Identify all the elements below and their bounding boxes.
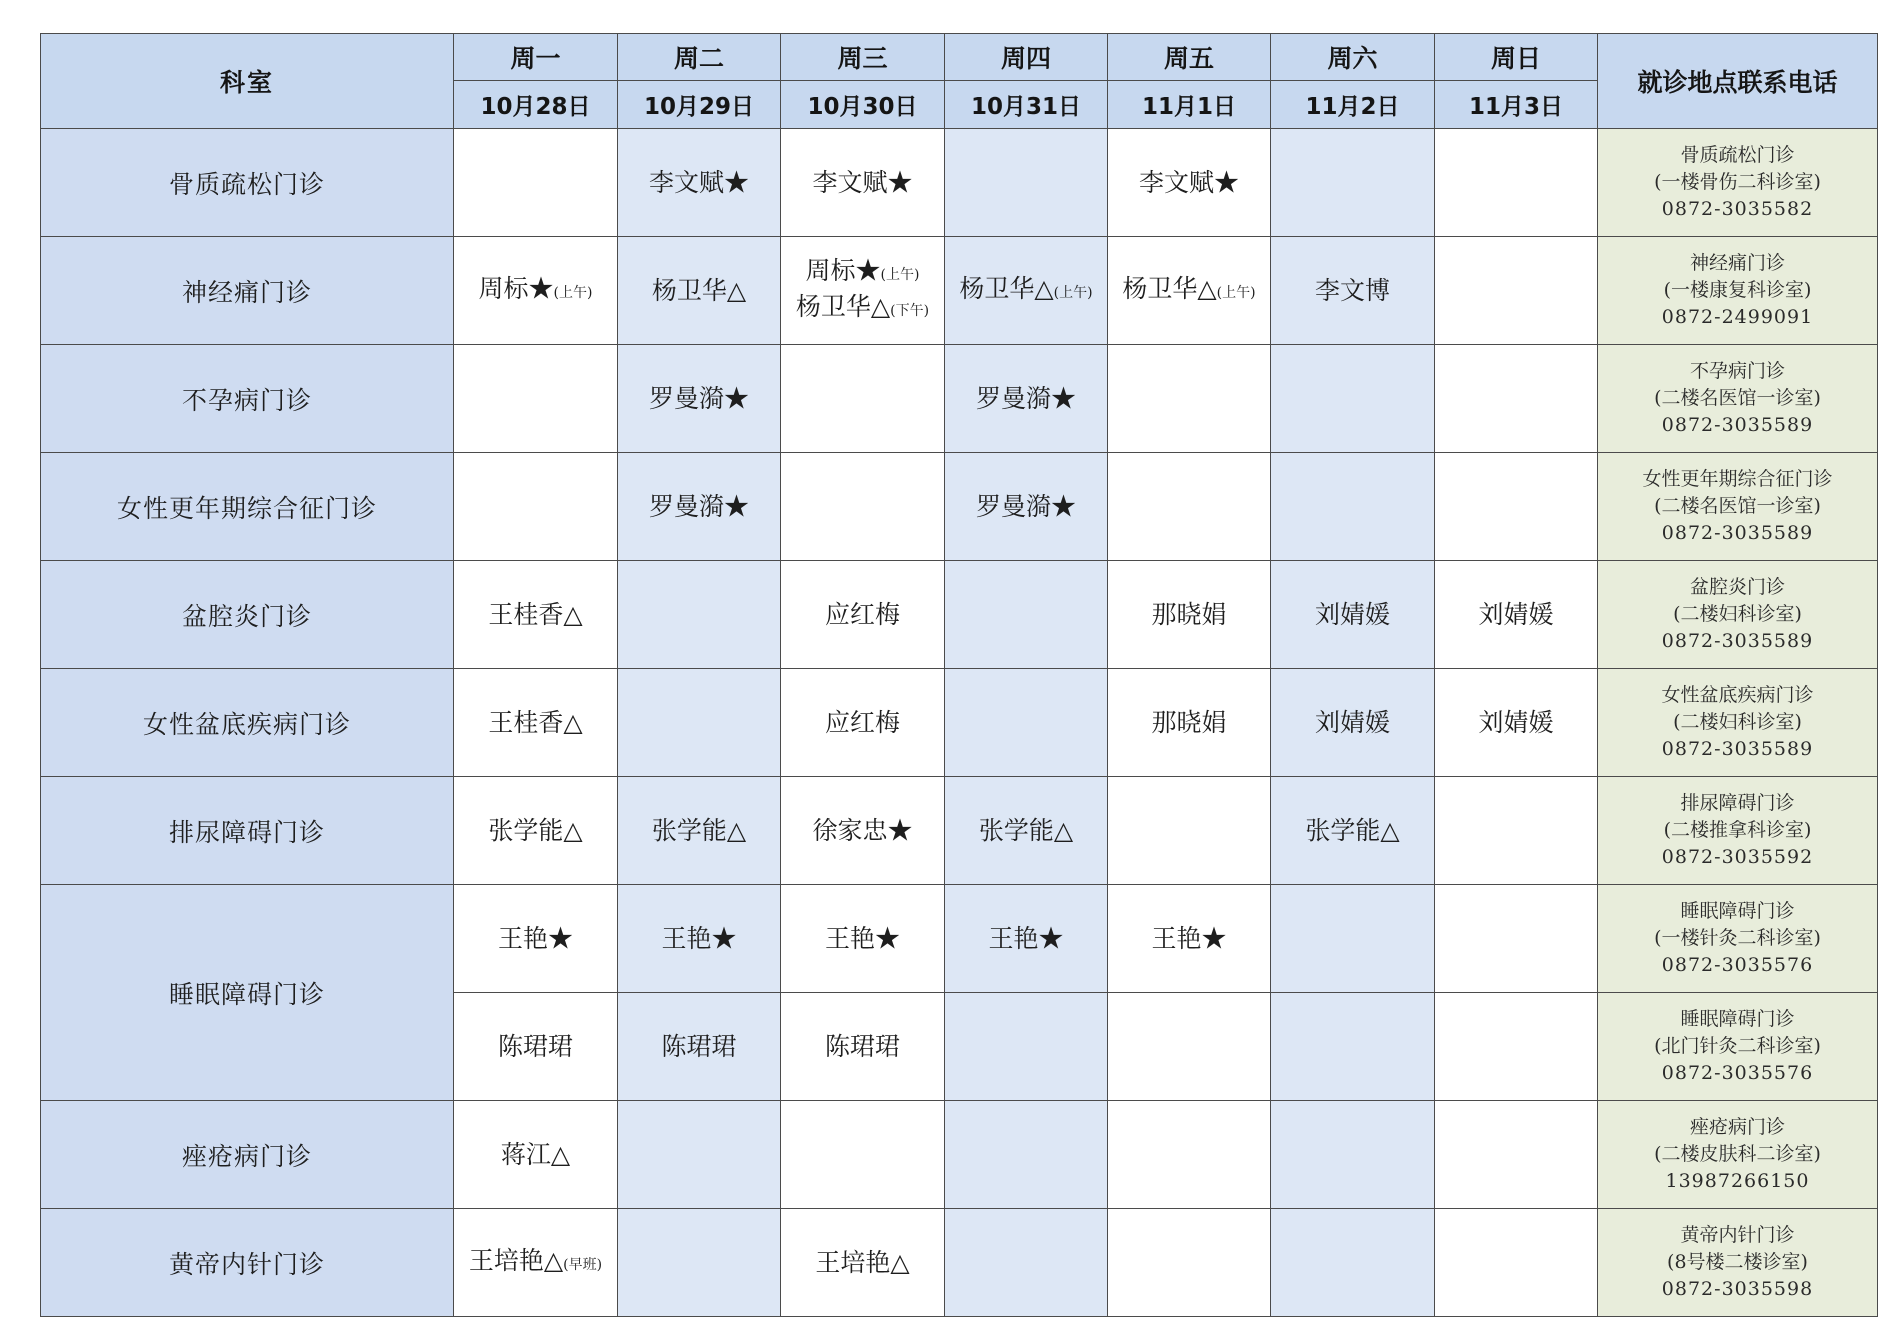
doctor-entry	[618, 167, 780, 199]
date-header: 10月29日	[618, 81, 781, 129]
doctor-entry	[781, 255, 944, 291]
location-room: (北门针灸二科诊室)	[1654, 1035, 1821, 1057]
table-row	[41, 237, 1878, 345]
schedule-cell	[1271, 345, 1435, 453]
schedule-cell	[618, 453, 781, 561]
schedule-cell	[945, 885, 1108, 993]
schedule-cell	[1108, 1101, 1271, 1209]
table-header	[41, 34, 1878, 129]
doctor-entry	[1108, 273, 1270, 309]
doctor-name: 周标★	[478, 273, 554, 303]
department-cell: 骨质疏松门诊	[41, 129, 454, 237]
doctor-name: 那晓娟	[1151, 599, 1227, 629]
table-row	[41, 777, 1878, 885]
location-cell	[1598, 345, 1878, 453]
location-cell	[1598, 453, 1878, 561]
schedule-cell	[945, 669, 1108, 777]
doctor-name: 刘婧媛	[1314, 599, 1390, 629]
doctor-name: 罗曼漪★	[975, 491, 1076, 521]
table-row	[41, 561, 1878, 669]
schedule-cell	[781, 1101, 945, 1209]
location-cell	[1598, 777, 1878, 885]
schedule-cell	[454, 777, 618, 885]
doctor-name: 刘婧媛	[1314, 707, 1390, 737]
doctor-entry	[454, 599, 617, 631]
schedule-cell	[1435, 237, 1598, 345]
schedule-cell	[1108, 453, 1271, 561]
schedule-cell	[781, 345, 945, 453]
schedule-cell	[618, 993, 781, 1101]
doctor-name: 王培艳△	[815, 1247, 910, 1277]
doctor-name: 王艳★	[1151, 923, 1227, 953]
location-cell	[1598, 885, 1878, 993]
schedule-cell	[1271, 885, 1435, 993]
doctor-entry	[454, 273, 617, 309]
location-clinic-name: 骨质疏松门诊	[1680, 144, 1795, 166]
table-row	[41, 453, 1878, 561]
schedule-cell	[618, 129, 781, 237]
weekday-header: 周日	[1435, 34, 1598, 81]
schedule-cell	[1271, 1209, 1435, 1317]
location-cell	[1598, 993, 1878, 1101]
table-row	[41, 1101, 1878, 1209]
location-clinic-name: 黄帝内针门诊	[1680, 1224, 1795, 1246]
schedule-cell	[618, 777, 781, 885]
schedule-cell	[454, 1209, 618, 1317]
doctor-name: 陈珺珺	[497, 1031, 573, 1061]
schedule-cell	[945, 1101, 1108, 1209]
doctor-entry	[781, 815, 944, 847]
schedule-cell	[781, 561, 945, 669]
location-clinic-name: 不孕病门诊	[1689, 360, 1785, 382]
schedule-cell	[945, 561, 1108, 669]
schedule-cell	[454, 453, 618, 561]
doctor-entry	[618, 491, 780, 523]
schedule-cell	[1108, 669, 1271, 777]
table-row	[41, 885, 1878, 993]
date-header: 10月31日	[945, 81, 1108, 129]
schedule-cell	[1108, 129, 1271, 237]
doctor-name: 王艳★	[497, 923, 573, 953]
doctor-name: 杨卫华△	[795, 291, 891, 321]
schedule-cell	[781, 453, 945, 561]
location-phone: 0872-3035576	[1661, 1062, 1814, 1084]
doctor-entry	[454, 815, 617, 847]
schedule-cell	[781, 777, 945, 885]
schedule-cell	[1271, 129, 1435, 237]
schedule-cell	[1271, 237, 1435, 345]
doctor-name: 张学能△	[1305, 815, 1400, 845]
weekday-header: 周一	[454, 34, 618, 81]
schedule-cell	[1108, 993, 1271, 1101]
doctor-name: 应红梅	[824, 599, 900, 629]
schedule-cell	[1271, 993, 1435, 1101]
location-room: (二楼名医馆一诊室)	[1654, 387, 1821, 409]
location-clinic-name: 痤疮病门诊	[1689, 1116, 1785, 1138]
schedule-cell	[945, 453, 1108, 561]
department-cell: 痤疮病门诊	[41, 1101, 454, 1209]
location-room: (一楼康复科诊室)	[1663, 279, 1812, 301]
doctor-entry	[945, 923, 1107, 955]
schedule-cell	[454, 561, 618, 669]
location-cell	[1598, 669, 1878, 777]
date-header: 10月30日	[781, 81, 945, 129]
doctor-name: 陈珺珺	[824, 1031, 900, 1061]
location-phone: 0872-3035592	[1661, 846, 1814, 868]
doctor-entry	[1271, 707, 1434, 739]
doctor-name: 王艳★	[988, 923, 1064, 953]
date-header: 11月1日	[1108, 81, 1271, 129]
doctor-name: 王艳★	[661, 923, 737, 953]
location-cell	[1598, 1101, 1878, 1209]
location-phone: 0872-3035589	[1661, 630, 1814, 652]
schedule-cell	[1271, 1101, 1435, 1209]
schedule-cell	[945, 1209, 1108, 1317]
doctor-entry	[945, 273, 1107, 309]
doctor-entry	[781, 1247, 944, 1279]
doctor-entry	[1108, 167, 1270, 199]
schedule-cell	[781, 129, 945, 237]
location-clinic-name: 睡眠障碍门诊	[1680, 1008, 1795, 1030]
doctor-entry	[1271, 275, 1434, 307]
location-column-header: 就诊地点联系电话	[1598, 34, 1878, 129]
session-note: (上午)	[553, 284, 593, 301]
doctor-name: 张学能△	[488, 815, 583, 845]
doctor-name: 罗曼漪★	[975, 383, 1076, 413]
doctor-name: 李文博	[1314, 275, 1390, 305]
doctor-entry	[781, 923, 944, 955]
schedule-cell	[781, 885, 945, 993]
location-clinic-name: 睡眠障碍门诊	[1680, 900, 1795, 922]
schedule-cell	[1108, 561, 1271, 669]
doctor-entry	[1271, 599, 1434, 631]
department-cell: 神经痛门诊	[41, 237, 454, 345]
doctor-name: 徐家忠★	[812, 815, 913, 845]
doctor-name: 杨卫华△	[1122, 273, 1217, 303]
schedule-cell	[781, 1209, 945, 1317]
doctor-entry	[945, 383, 1107, 415]
schedule-cell	[1435, 345, 1598, 453]
location-clinic-name: 排尿障碍门诊	[1680, 792, 1795, 814]
date-header: 11月2日	[1271, 81, 1435, 129]
clinic-schedule-table	[40, 33, 1878, 1317]
doctor-name: 罗曼漪★	[648, 383, 749, 413]
doctor-name: 罗曼漪★	[648, 491, 749, 521]
location-cell	[1598, 1209, 1878, 1317]
schedule-cell	[618, 561, 781, 669]
schedule-cell	[1435, 777, 1598, 885]
schedule-cell	[781, 993, 945, 1101]
location-room: (二楼名医馆一诊室)	[1654, 495, 1821, 517]
doctor-entry	[1108, 599, 1270, 631]
schedule-cell	[945, 777, 1108, 885]
doctor-name: 那晓娟	[1151, 707, 1227, 737]
department-cell: 不孕病门诊	[41, 345, 454, 453]
doctor-name: 周标★	[805, 255, 881, 285]
location-phone: 0872-3035589	[1661, 414, 1814, 436]
schedule-cell	[618, 1209, 781, 1317]
schedule-cell	[1435, 561, 1598, 669]
doctor-entry	[781, 599, 944, 631]
schedule-cell	[1271, 453, 1435, 561]
doctor-name: 王培艳△	[468, 1245, 564, 1275]
location-room: (8号楼二楼诊室)	[1667, 1251, 1808, 1273]
schedule-cell	[945, 129, 1108, 237]
location-phone: 0872-3035582	[1661, 198, 1814, 220]
doctor-entry	[454, 923, 617, 955]
location-room: (二楼推拿科诊室)	[1663, 819, 1812, 841]
schedule-cell	[1108, 885, 1271, 993]
weekday-header: 周二	[618, 34, 781, 81]
schedule-cell	[1435, 1101, 1598, 1209]
schedule-cell	[1435, 885, 1598, 993]
location-phone: 0872-3035589	[1661, 522, 1814, 544]
doctor-entry	[1435, 707, 1597, 739]
schedule-cell	[945, 345, 1108, 453]
schedule-cell	[454, 129, 618, 237]
table-row	[41, 669, 1878, 777]
weekday-header: 周六	[1271, 34, 1435, 81]
schedule-cell	[1108, 237, 1271, 345]
doctor-entry	[618, 923, 780, 955]
department-cell: 女性更年期综合征门诊	[41, 453, 454, 561]
doctor-entry	[945, 491, 1107, 523]
doctor-name: 王艳★	[824, 923, 900, 953]
doctor-entry	[1108, 707, 1270, 739]
location-clinic-name: 盆腔炎门诊	[1689, 576, 1785, 598]
location-phone: 0872-3035598	[1661, 1278, 1814, 1300]
doctor-name: 陈珺珺	[661, 1031, 737, 1061]
session-note: (上午)	[880, 266, 920, 283]
schedule-cell	[1435, 669, 1598, 777]
doctor-entry	[454, 1245, 617, 1281]
doctor-name: 王桂香△	[488, 599, 583, 629]
schedule-cell	[454, 345, 618, 453]
schedule-cell	[1271, 561, 1435, 669]
schedule-cell	[781, 669, 945, 777]
table-body	[41, 129, 1878, 1317]
location-phone: 0872-3035589	[1661, 738, 1814, 760]
doctor-entry	[618, 815, 780, 847]
doctor-entry	[1108, 923, 1270, 955]
session-note: (上午)	[1053, 284, 1093, 301]
schedule-cell	[1108, 345, 1271, 453]
schedule-cell	[1271, 777, 1435, 885]
schedule-cell	[454, 885, 618, 993]
doctor-entry	[618, 275, 780, 307]
session-note: (上午)	[1216, 284, 1256, 301]
schedule-cell	[454, 993, 618, 1101]
department-column-header: 科室	[41, 34, 454, 129]
location-room: (二楼妇科诊室)	[1673, 603, 1802, 625]
schedule-cell	[454, 1101, 618, 1209]
doctor-name: 张学能△	[651, 815, 747, 845]
table-row	[41, 129, 1878, 237]
table-row	[41, 345, 1878, 453]
schedule-cell	[1271, 669, 1435, 777]
doctor-name: 张学能△	[978, 815, 1074, 845]
doctor-entry	[781, 1031, 944, 1063]
schedule-cell	[618, 885, 781, 993]
location-room: (一楼骨伤二科诊室)	[1654, 171, 1821, 193]
weekday-header: 周三	[781, 34, 945, 81]
doctor-entry	[454, 707, 617, 739]
weekday-header: 周四	[945, 34, 1108, 81]
department-cell: 睡眠障碍门诊	[41, 885, 454, 1101]
doctor-name: 刘婧媛	[1478, 599, 1554, 629]
location-clinic-name: 女性更年期综合征门诊	[1642, 468, 1833, 490]
schedule-cell	[618, 345, 781, 453]
location-room: (二楼妇科诊室)	[1673, 711, 1802, 733]
schedule-cell	[618, 669, 781, 777]
doctor-name: 杨卫华△	[959, 273, 1054, 303]
location-phone: 0872-2499091	[1661, 306, 1814, 328]
header-row-weekdays	[41, 34, 1878, 81]
schedule-cell	[454, 237, 618, 345]
department-cell: 排尿障碍门诊	[41, 777, 454, 885]
department-cell: 女性盆底疾病门诊	[41, 669, 454, 777]
location-clinic-name: 女性盆底疾病门诊	[1661, 684, 1814, 706]
doctor-entry	[781, 707, 944, 739]
doctor-entry	[781, 291, 944, 327]
date-header: 10月28日	[454, 81, 618, 129]
doctor-name: 刘婧媛	[1478, 707, 1554, 737]
schedule-cell	[781, 237, 945, 345]
doctor-entry	[454, 1031, 617, 1063]
location-room: (一楼针灸二科诊室)	[1654, 927, 1821, 949]
doctor-entry	[454, 1139, 617, 1171]
location-cell	[1598, 561, 1878, 669]
doctor-name: 李文赋★	[1138, 167, 1239, 197]
doctor-entry	[945, 815, 1107, 847]
schedule-cell	[945, 993, 1108, 1101]
department-cell: 黄帝内针门诊	[41, 1209, 454, 1317]
schedule-cell	[618, 1101, 781, 1209]
session-note: (早班)	[563, 1256, 603, 1273]
weekday-header: 周五	[1108, 34, 1271, 81]
schedule-cell	[1435, 129, 1598, 237]
doctor-entry	[781, 167, 944, 199]
doctor-name: 杨卫华△	[651, 275, 747, 305]
location-cell	[1598, 237, 1878, 345]
doctor-entry	[1271, 815, 1434, 847]
schedule-cell	[1435, 453, 1598, 561]
table-row	[41, 1209, 1878, 1317]
doctor-name: 李文赋★	[648, 167, 749, 197]
schedule-cell	[1435, 1209, 1598, 1317]
schedule-cell	[1108, 1209, 1271, 1317]
doctor-entry	[618, 1031, 780, 1063]
department-cell: 盆腔炎门诊	[41, 561, 454, 669]
schedule-cell	[945, 237, 1108, 345]
doctor-name: 应红梅	[824, 707, 900, 737]
schedule-cell	[1108, 777, 1271, 885]
schedule-cell	[618, 237, 781, 345]
doctor-name: 王桂香△	[488, 707, 583, 737]
schedule-cell	[454, 669, 618, 777]
doctor-entry	[618, 383, 780, 415]
date-header: 11月3日	[1435, 81, 1598, 129]
doctor-entry	[1435, 599, 1597, 631]
doctor-name: 李文赋★	[812, 167, 913, 197]
doctor-name: 蒋江△	[500, 1139, 571, 1169]
location-room: (二楼皮肤科二诊室)	[1654, 1143, 1821, 1165]
schedule-cell	[1435, 993, 1598, 1101]
session-note: (下午)	[890, 302, 930, 319]
location-phone: 0872-3035576	[1661, 954, 1814, 976]
location-phone: 13987266150	[1665, 1170, 1810, 1192]
location-clinic-name: 神经痛门诊	[1689, 252, 1785, 274]
location-cell	[1598, 129, 1878, 237]
